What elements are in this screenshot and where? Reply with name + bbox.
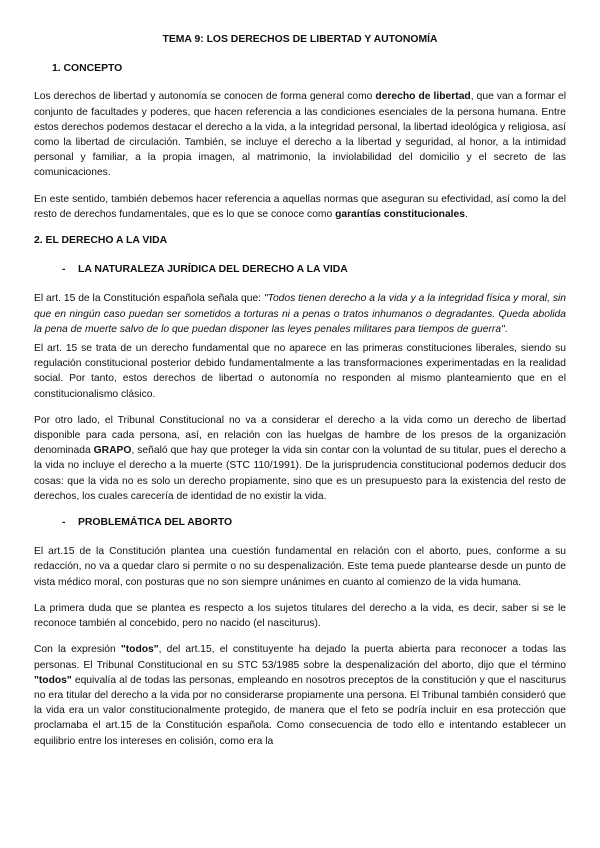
text-run: , señaló que hay que proteger la vida sin contar con la voluntad de su titular, pues el derecho a la vida no incluye el derecho a la muerte (STC 110/1991). De la jurisprudencia constitucional podemos deducir dos cosas: que la vida no es solo un derecho propiamente, sino que es un presupuesto para la existencia del resto de derechos, los cuales carecería de identidad de no existir la vida.: [34, 445, 566, 502]
naturaleza-paragraph-3: [34, 413, 566, 504]
section-1-heading: 1. CONCEPTO: [52, 63, 123, 75]
document-title: TEMA 9: LOS DERECHOS DE LIBERTAD Y AUTONOMÍA: [162, 34, 438, 45]
concepto-paragraph-2: [34, 192, 566, 222]
text-run: .: [504, 323, 508, 335]
text-run: , del art.15, el constituyente ha dejado la puerta abierta para reconocer a todas las personas. El Tribunal Constitucional en su STC 53/1985 sobre la despenalización del aborto, dijo que el término: [34, 644, 566, 671]
subsection-naturaleza-heading: [62, 262, 566, 277]
bold-term-todos: "todos": [34, 674, 72, 686]
constitution-quote: "Todos tienen derecho a la vida y a la integridad física y moral, sin que en ningún caso puedan ser sometidos a torturas ni a penas o tratos inhumanos o degradantes. Queda abolida la pena de muerte salvo de lo que puedan disponer las leyes penales militares para tiempos de guerra": [34, 293, 567, 335]
bold-term-derecho-de-libertad: derecho de libertad: [375, 91, 471, 103]
concepto-paragraph-1: [34, 89, 566, 180]
text-run: .: [465, 208, 468, 220]
bold-term-grapo: GRAPO: [93, 445, 132, 457]
naturaleza-paragraph-1: [34, 291, 566, 337]
text-run: equivalía al de todas las personas, empleando en nosotros preceptos de la constitución y que el nasciturus no era titular del derecho a la vida por no considerarse propiamente una persona. El Tribunal también consideró que la vida era un valor constitucionalmente protegido, de manera que el feto se podría incluir en esa protección que proclamaba el art.15 de la Constitución española. Como consecuencia de todo ello e intentando establecer un equilibrio entre los intereses en colisión, como era la: [34, 674, 566, 747]
bold-term-garantias-constitucionales: garantías constitucionales: [335, 208, 465, 220]
bold-term-todos: "todos": [120, 644, 159, 656]
text-run: Por otro lado, el Tribunal Constitucional no va a considerar el derecho a la vida como un derecho de libertad disponible para cada persona, así, en relación con las huelgas de hambre de los presos de la organización denominada: [34, 414, 566, 457]
document-page: [34, 32, 566, 760]
text-run: Con la expresión: [34, 644, 121, 656]
text-run: Los derechos de libertad y autonomía se conocen de forma general como: [34, 91, 376, 103]
text-run: En este sentido, también debemos hacer referencia a aquellas normas que aseguran su efectividad, así como la del resto de derechos fundamentales, que es lo que se conoce como: [34, 193, 566, 220]
aborto-paragraph-2: La primera duda que se plantea es respecto a los sujetos titulares del derecho a la vida, es decir, saber si se le reconoce también al concebido, pero no nacido (el nasciturus).: [34, 602, 566, 630]
naturaleza-paragraph-2: El art. 15 se trata de un derecho fundamental que no aparece en las primeras constituciones liberales, siendo su regulación constitucional posterior debido fundamentalmente a las transformaciones experimentadas en la realidad social. Por tanto, estos derechos de libertad o autonomía no responden al mismo planteamiento que en el constitucionalismo clásico.: [34, 343, 566, 400]
subsection-aborto-heading: [62, 515, 566, 530]
text-run: , que van a formar el conjunto de facultades y poderes, que hacen referencia a las condiciones esenciales de la persona humana. Entre estos derechos podemos destacar el derecho a la vida, a la integridad personal, la libertad ideológica y religiosa, así como la libertad de circulación. También, se incluye el derecho a la libertad y seguridad, al honor, a la intimidad personal y familiar, a la propia imagen, al matrimonio, la inviolabilidad del domicilio y el secreto de las comunicaciones.: [34, 91, 566, 179]
section-2-heading: 2. EL DERECHO A LA VIDA: [34, 235, 168, 247]
text-run: El art. 15 de la Constitución española señala que:: [34, 293, 264, 305]
bullet-dash: -: [62, 517, 66, 529]
subsection-title: PROBLEMÁTICA DEL ABORTO: [78, 517, 233, 529]
bullet-dash: -: [62, 264, 66, 276]
aborto-paragraph-1: El art.15 de la Constitución plantea una cuestión fundamental en relación con el aborto, pues, conforme a su redacción, no va a quedar claro si permite o no su despenalización. Este tema puede plantearse desde un punto de vista médico moral, con posturas que no son siempre unánimes en cuanto al comienzo de la vida humana.: [34, 546, 566, 588]
aborto-paragraph-3: [34, 642, 566, 748]
subsection-title: LA NATURALEZA JURÍDICA DEL DERECHO A LA VIDA: [78, 264, 348, 276]
